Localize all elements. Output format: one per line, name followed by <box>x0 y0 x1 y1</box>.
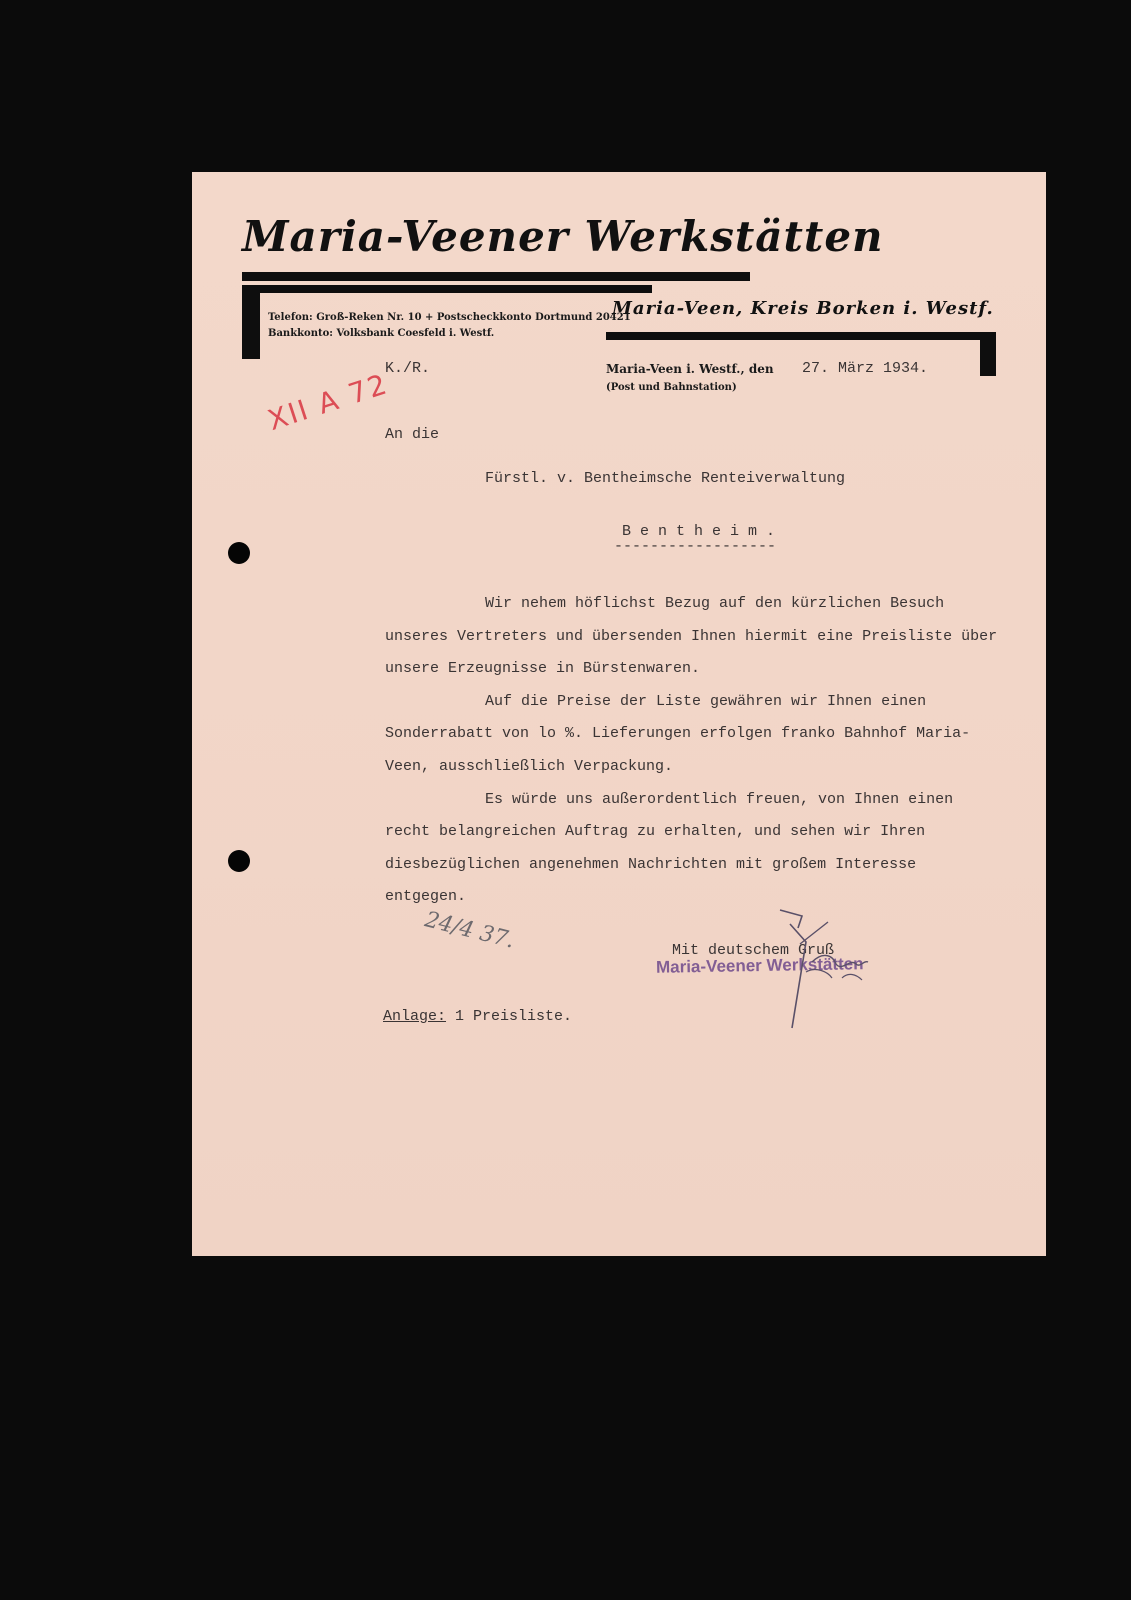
signature <box>772 902 892 1032</box>
header-rule-top <box>242 272 750 281</box>
letter-body <box>385 588 1005 914</box>
reference-code: K./R. <box>385 360 431 377</box>
header-rule-right-vertical <box>980 332 996 376</box>
header-rule-left <box>242 285 652 293</box>
punch-hole-top <box>228 542 250 564</box>
paragraph-2: Auf die Preise der Liste gewähren wir Ihnen einen Sonderrabatt von lo %. Lieferungen erfolgen franko Bahnhof Maria-Veen, ausschließlich Verpackung. <box>385 692 971 775</box>
letter-date: 27. März 1934. <box>802 360 929 377</box>
recipient-name: Fürstl. v. Bentheimsche Renteiverwaltung <box>485 470 846 487</box>
header-rule-right <box>606 332 994 340</box>
contact-line-2: Bankkonto: Volksbank Coesfeld i. Westf. <box>268 328 495 339</box>
red-filing-note: XII A 72 <box>263 367 393 437</box>
company-address: Maria-Veen, Kreis Borken i. Westf. <box>612 298 994 319</box>
salutation-to: An die <box>385 426 440 443</box>
punch-hole-bottom <box>228 850 250 872</box>
header-rule-left-vertical <box>242 285 260 359</box>
company-stamp: Maria-Veener Werkstätten <box>655 954 864 977</box>
enclosure <box>383 1008 572 1025</box>
recipient-city: B e n t h e i m . <box>622 523 776 540</box>
paragraph-3: Es würde uns außerordentlich freuen, von Ihnen einen recht belangreichen Auftrag zu erhalten, und sehen wir Ihren diesbezüglichen angenehmen Nachrichten mit großem Interesse entgegen. <box>385 790 954 906</box>
company-name: Maria-Veener Werkstätten <box>242 212 884 261</box>
paragraph-1: Wir nehem höflichst Bezug auf den kürzlichen Besuch unseres Vertreters und übersenden Ihnen hiermit eine Preisliste über unsere Erzeugnisse in Bürstenwaren. <box>385 595 998 678</box>
place-sub: (Post und Bahnstation) <box>606 382 737 393</box>
pencil-date: 24/4 37. <box>422 907 518 954</box>
enclosure-value: 1 Preisliste. <box>455 1008 573 1025</box>
recipient-city-underline: ------------------ <box>614 538 777 555</box>
enclosure-label: Anlage: <box>383 1008 447 1025</box>
letter-paper <box>192 172 1046 1256</box>
contact-line-1: Telefon: Groß-Reken Nr. 10 + Postscheckkonto Dortmund 20421 <box>268 312 631 323</box>
place-label: Maria-Veen i. Westf., den <box>606 362 774 376</box>
closing-greeting: Mit deutschem Gruß <box>672 942 835 959</box>
